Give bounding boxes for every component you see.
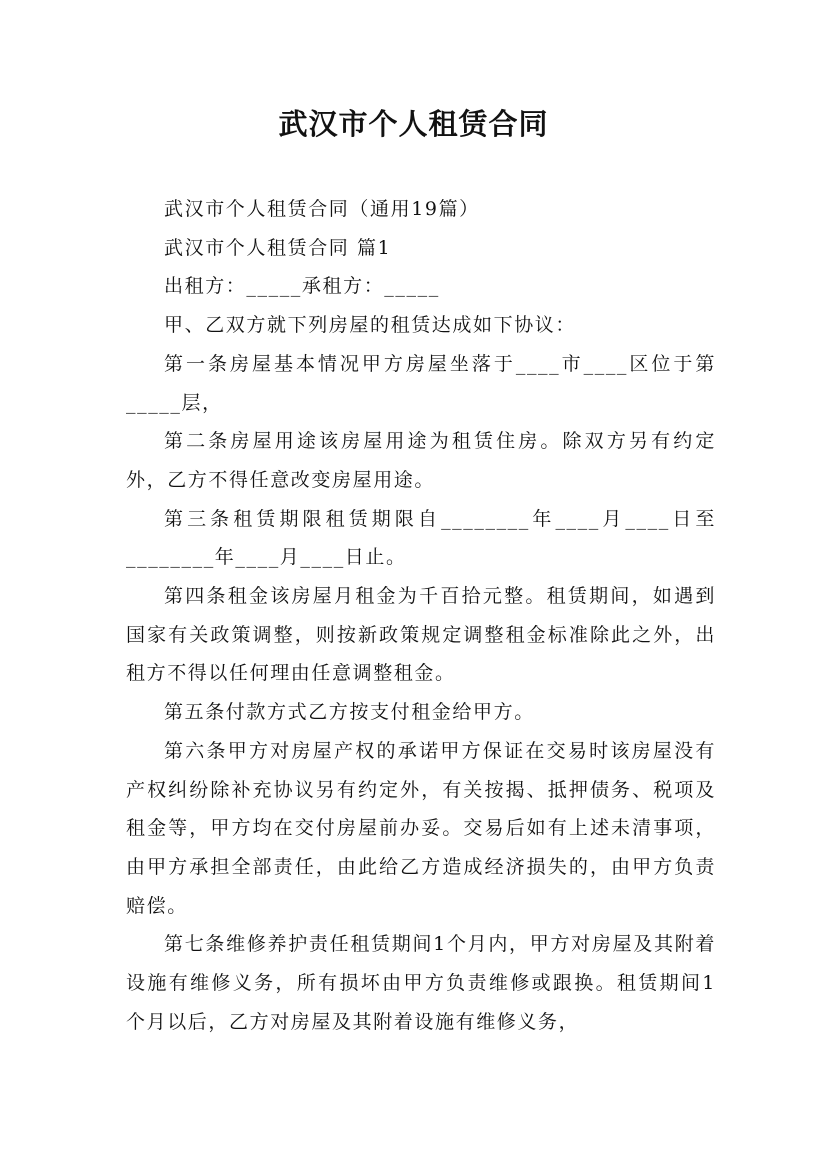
paragraph-article-1: 第一条房屋基本情况甲方房屋坐落于____市____区位于第_____层，	[126, 352, 716, 414]
document-body	[126, 190, 716, 1041]
paragraph-article-5: 第五条付款方式乙方按支付租金给甲方。	[164, 701, 535, 724]
paragraph-subtitle: 武汉市个人租赁合同（通用19篇）	[164, 198, 480, 220]
paragraph-article-7: 第七条维修养护责任租赁期间1个月内，甲方对房屋及其附着设施有维修义务，所有损坏由甲方负责维修或跟换。租赁期间1个月以后，乙方对房屋及其附着设施有维修义务，	[126, 933, 716, 1033]
document-title: 武汉市个人租赁合同	[278, 107, 549, 141]
paragraph-article-3: 第三条租赁期限租赁期限自________年____月____日至________年____月____日止。	[126, 507, 716, 569]
paragraph-agreement-intro: 甲、乙双方就下列房屋的租赁达成如下协议：	[164, 314, 577, 337]
paragraph-article-2: 第二条房屋用途该房屋用途为租赁住房。除双方另有约定外，乙方不得任意改变房屋用途。	[126, 430, 716, 491]
paragraph-section-heading: 武汉市个人租赁合同 篇1	[164, 236, 392, 259]
paragraph-parties: 出租方：_____承租方：_____	[164, 275, 440, 298]
paragraph-article-6: 第六条甲方对房屋产权的承诺甲方保证在交易时该房屋没有产权纠纷除补充协议另有约定外，有关按揭、抵押债务、税项及租金等，甲方均在交付房屋前办妥。交易后如有上述未清事项，由甲方承担全部责任，由此给乙方造成经济损失的，由甲方负责赔偿。	[126, 739, 716, 917]
paragraph-article-4: 第四条租金该房屋月租金为千百拾元整。租赁期间，如遇到国家有关政策调整，则按新政策规定调整租金标准除此之外，出租方不得以任何理由任意调整租金。	[126, 585, 716, 685]
